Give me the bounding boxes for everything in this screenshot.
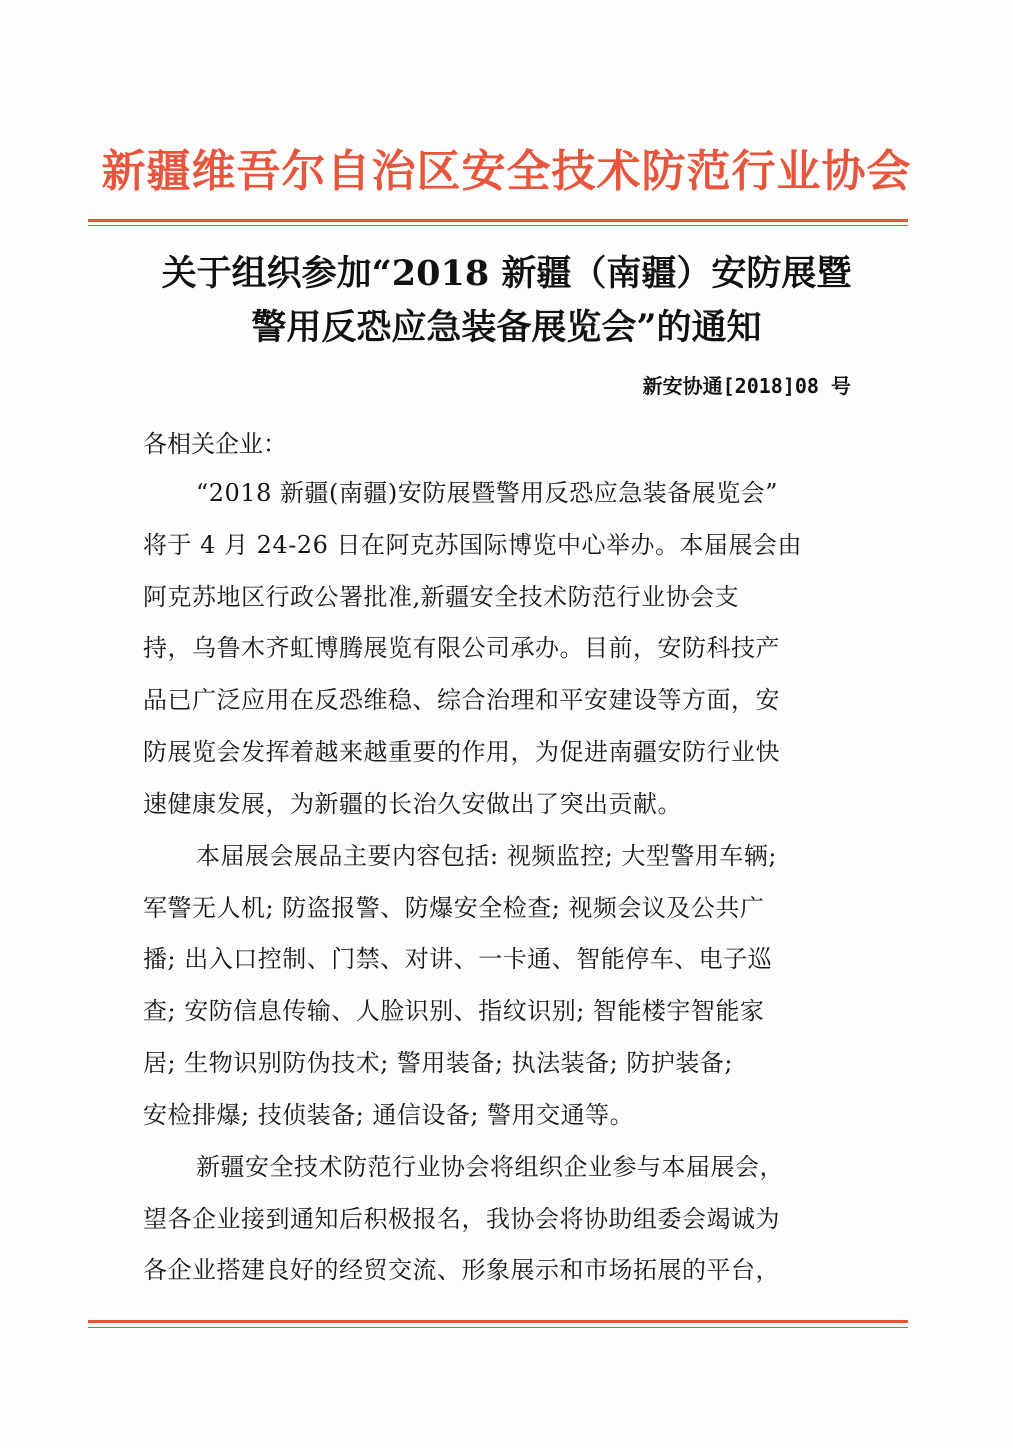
salutation: 各相关企业： (143, 430, 287, 458)
body-line: 阿克苏地区行政公署批准,新疆安全技术防范行业协会支 (143, 583, 740, 611)
body-line: 持，乌鲁木齐虹博腾展览有限公司承办。目前，安防科技产 (143, 634, 780, 662)
body-line: “2018 新疆(南疆)安防展暨警用反恐应急装备展览会” (196, 479, 778, 507)
body-line: 查; 安防信息传输、人脸识别、指纹识别; 智能楼宇智能家 (143, 997, 765, 1025)
organization-header: 新疆维吾尔自治区安全技术防范行业协会 (101, 146, 912, 197)
body-line: 望各企业接到通知后积极报名，我协会将协助组委会竭诚为 (143, 1205, 780, 1233)
notice-title-line-2: 警用反恐应急装备展览会”的通知 (251, 307, 762, 348)
body-line: 防展览会发挥着越来越重要的作用，为促进南疆安防行业快 (143, 738, 780, 766)
body-line: 居; 生物识别防伪技术; 警用装备; 执法装备; 防护装备; (143, 1049, 733, 1077)
body-line: 品已广泛应用在反恐维稳、综合治理和平安建设等方面，安 (143, 686, 780, 714)
header-red-rule-thick (88, 219, 908, 222)
body-line: 各企业搭建良好的经贸交流、形象展示和市场拓展的平台， (143, 1256, 780, 1284)
body-line: 将于 4 月 24-26 日在阿克苏国际博览中心举办。本届展会由 (143, 531, 802, 559)
body-line: 本届展会展品主要内容包括: 视频监控; 大型警用车辆; (196, 842, 778, 870)
body-line: 新疆安全技术防范行业协会将组织企业参与本届展会， (196, 1153, 784, 1181)
body-line: 军警无人机; 防盗报警、防爆安全检查; 视频会议及公共广 (143, 894, 765, 922)
footer-red-rule-thin (88, 1327, 908, 1328)
footer-red-rule-thick (88, 1320, 908, 1323)
body-line: 速健康发展，为新疆的长治久安做出了突出贡献。 (143, 790, 682, 818)
body-line: 安检排爆; 技侦装备; 通信设备; 警用交通等。 (143, 1101, 635, 1129)
document-number: 新安协通[2018]08 号 (642, 374, 851, 398)
body-line: 播; 出入口控制、门禁、对讲、一卡通、智能停车、电子巡 (143, 945, 773, 973)
notice-title-line-1: 关于组织参加“2018 新疆（南疆）安防展暨 (161, 253, 852, 294)
header-red-rule-thin (88, 225, 908, 226)
